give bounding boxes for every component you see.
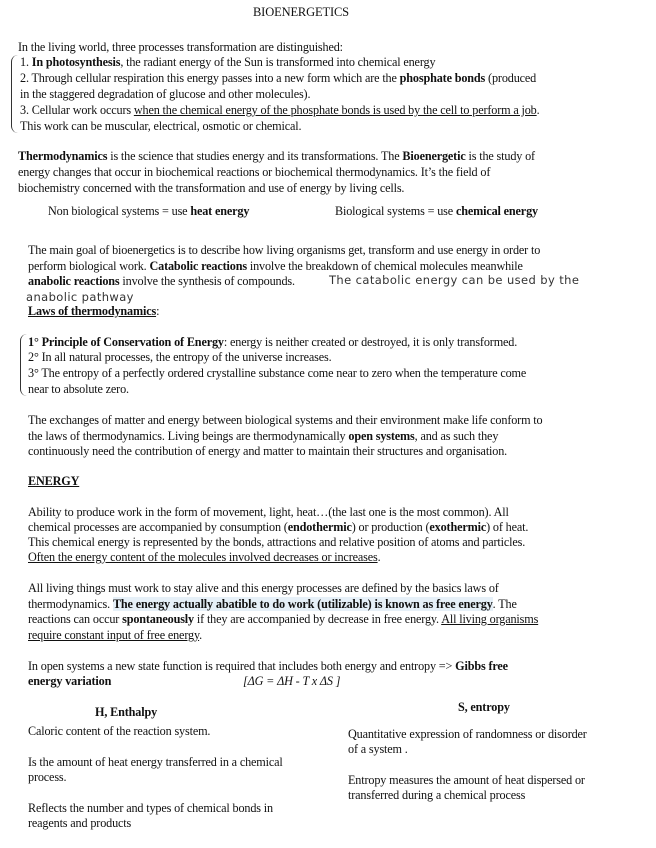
- enthalpy-p2-line-1: Is the amount of heat energy transferred in a chemical: [28, 755, 283, 769]
- living-line-1: All living things must work to stay alive and this energy processes are defined by the basics laws of: [28, 581, 499, 595]
- bio-systems-text: Biological systems = use: [335, 204, 456, 218]
- intro-point-2-bold: phosphate bonds: [399, 71, 486, 85]
- enthalpy-p3-line-1: Reflects the number and types of chemical bonds in: [28, 801, 273, 815]
- gibbs-line-1: [28, 659, 508, 674]
- intro-point-3-text-b: .: [536, 103, 540, 117]
- energy-line-4-underlined: Often the energy content of the molecules involved decreases or increases: [28, 550, 378, 564]
- handwritten-note-1: The catabolic energy can be used by the: [329, 273, 580, 287]
- free-energy-highlight: The energy actually abatible to do work (utilizable) is known as free energy: [112, 597, 493, 611]
- energy-line-2-text-a: chemical processes are accompanied by consumption (: [28, 520, 288, 534]
- entropy-p2-line-2: transferred during a chemical process: [348, 788, 526, 802]
- intro-point-3-underlined: when the chemical energy of the phosphate bonds is used by the cell to perform a job: [133, 103, 537, 117]
- laws-heading-text: Laws of thermodynamics: [28, 304, 157, 318]
- energy-line-4: [28, 550, 380, 565]
- energy-line-4-end: .: [377, 550, 381, 564]
- gibbs-free-bold: Gibbs free: [455, 659, 508, 673]
- exchanges-line-3: continuously need the contribution of energy and matter to maintain their structures and organisation.: [28, 444, 508, 458]
- entropy-p1-line-1: Quantitative expression of randomness or disorder: [348, 727, 587, 741]
- intro-point-3: [20, 103, 540, 118]
- law-1-bold: 1° Principle of Conservation of Energy: [28, 335, 224, 349]
- thermo-bold-bioenergetic: Bioenergetic: [402, 149, 466, 163]
- thermo-bold-thermodynamics: Thermodynamics: [18, 149, 108, 163]
- anabolic-reactions-bold: anabolic reactions: [28, 274, 120, 288]
- thermo-line-2: energy changes that occur in biochemical reactions or biochemical thermodynamics. It’s the field of: [18, 165, 491, 179]
- living-line-2-text-a: thermodynamics.: [28, 597, 113, 611]
- living-line-4-end: .: [199, 628, 203, 642]
- living-line-3: [28, 612, 538, 627]
- gibbs-line-1-text: In open systems a new state function is required that includes both energy and entropy =>: [28, 659, 456, 673]
- living-line-2: [28, 597, 517, 612]
- energy-line-1: Ability to produce work in the form of movement, light, heat…(the last one is the most common). All: [28, 505, 509, 519]
- law-1: [28, 335, 517, 350]
- living-line-3-text-b: if they are accompanied by decrease in free energy.: [194, 612, 442, 626]
- energy-line-2: [28, 520, 528, 535]
- law-1-text: : energy is neither created or destroyed, it is only transformed.: [223, 335, 518, 349]
- entropy-heading: S, entropy: [458, 700, 510, 714]
- energy-line-2-text-b: ) or production (: [351, 520, 430, 534]
- intro-point-1-text: , the radiant energy of the Sun is transformed into chemical energy: [120, 55, 436, 69]
- bio-systems: [335, 204, 538, 219]
- catabolic-reactions-bold: Catabolic reactions: [149, 259, 247, 273]
- exothermic-bold: exothermic: [429, 520, 487, 534]
- intro-point-3-text-a: 3. Cellular work occurs: [20, 103, 134, 117]
- living-line-4: [28, 628, 202, 643]
- law-3: 3° The entropy of a perfectly ordered crystalline substance come near to zero when the temperature come: [28, 366, 527, 380]
- exchanges-line-2-text-a: the laws of thermodynamics. Living beings are thermodynamically: [28, 429, 349, 443]
- intro-point-2-text-b: (produced: [485, 71, 537, 85]
- living-line-3-underlined: All living organisms: [441, 612, 539, 626]
- brace-intro: [11, 55, 18, 133]
- goal-line-3: [28, 274, 295, 289]
- law-2: 2° In all natural processes, the entropy of the universe increases.: [28, 350, 332, 364]
- laws-heading: [28, 304, 159, 319]
- exchanges-line-1: The exchanges of matter and energy between biological systems and their environment make life conform to: [28, 413, 543, 427]
- page-title: BIOENERGETICS: [253, 5, 349, 19]
- goal-line-3-text: involve the synthesis of compounds.: [119, 274, 295, 288]
- intro-lead: In the living world, three processes transformation are distinguished:: [18, 40, 343, 54]
- bio-systems-bold: chemical energy: [455, 204, 538, 218]
- energy-line-2-text-c: ) of heat.: [486, 520, 529, 534]
- intro-point-3-cont: This work can be muscular, electrical, osmotic or chemical.: [20, 119, 302, 133]
- thermo-text-2: is the study of: [465, 149, 535, 163]
- enthalpy-p1: Caloric content of the reaction system.: [28, 724, 211, 738]
- exchanges-line-2: [28, 429, 498, 444]
- laws-heading-colon: :: [156, 304, 160, 318]
- entropy-p2-line-1: Entropy measures the amount of heat dispersed or: [348, 773, 585, 787]
- thermo-line-1: [18, 149, 535, 164]
- nonbio-systems-bold: heat energy: [190, 204, 250, 218]
- endothermic-bold: endothermic: [287, 520, 352, 534]
- enthalpy-heading: H, Enthalpy: [95, 705, 158, 719]
- intro-point-1-bold: In photosynthesis: [31, 55, 121, 69]
- thermo-line-3: biochemistry concerned with the transformation and use of energy by living cells.: [18, 181, 405, 195]
- gibbs-line-2: energy variation: [28, 674, 112, 688]
- living-line-2-text-b: . The: [492, 597, 517, 611]
- goal-line-1: The main goal of bioenergetics is to describe how living organisms get, transform and use energy in order to: [28, 243, 541, 257]
- nonbio-systems-text: Non biological systems = use: [48, 204, 191, 218]
- energy-line-3: This chemical energy is represented by the bonds, attractions and relative position of atoms and particles.: [28, 535, 526, 549]
- gibbs-formula: [ΔG = ΔH - T x ΔS ]: [243, 674, 341, 688]
- open-systems-bold: open systems: [348, 429, 415, 443]
- goal-line-2-text-a: perform biological work.: [28, 259, 150, 273]
- intro-point-2: [20, 71, 536, 86]
- enthalpy-p3-line-2: reagents and products: [28, 816, 132, 830]
- intro-point-1: [20, 55, 435, 70]
- nonbio-systems: [48, 204, 249, 219]
- energy-heading: ENERGY: [28, 474, 80, 488]
- living-line-4-underlined: require constant input of free energy: [28, 628, 200, 642]
- brace-laws: [20, 334, 27, 396]
- spontaneously-bold: spontaneously: [122, 612, 194, 626]
- intro-point-2-text-a: 2. Through cellular respiration this energy passes into a new form which are the: [20, 71, 400, 85]
- intro-point-1-num: 1.: [20, 55, 29, 69]
- goal-line-2: [28, 259, 523, 274]
- living-line-3-text-a: reactions can occur: [28, 612, 123, 626]
- exchanges-line-2-text-b: , and as such they: [414, 429, 499, 443]
- intro-point-2-cont: in the staggered degradation of glucose and other molecules).: [20, 87, 311, 101]
- entropy-p1-line-2: of a system .: [348, 742, 408, 756]
- enthalpy-p2-line-2: process.: [28, 770, 67, 784]
- thermo-text-1: is the science that studies energy and its transformations. The: [107, 149, 403, 163]
- goal-line-2-text-b: involve the breakdown of chemical molecules meanwhile: [246, 259, 523, 273]
- handwritten-note-2: anabolic pathway: [26, 290, 134, 304]
- law-3-cont: near to absolute zero.: [28, 382, 129, 396]
